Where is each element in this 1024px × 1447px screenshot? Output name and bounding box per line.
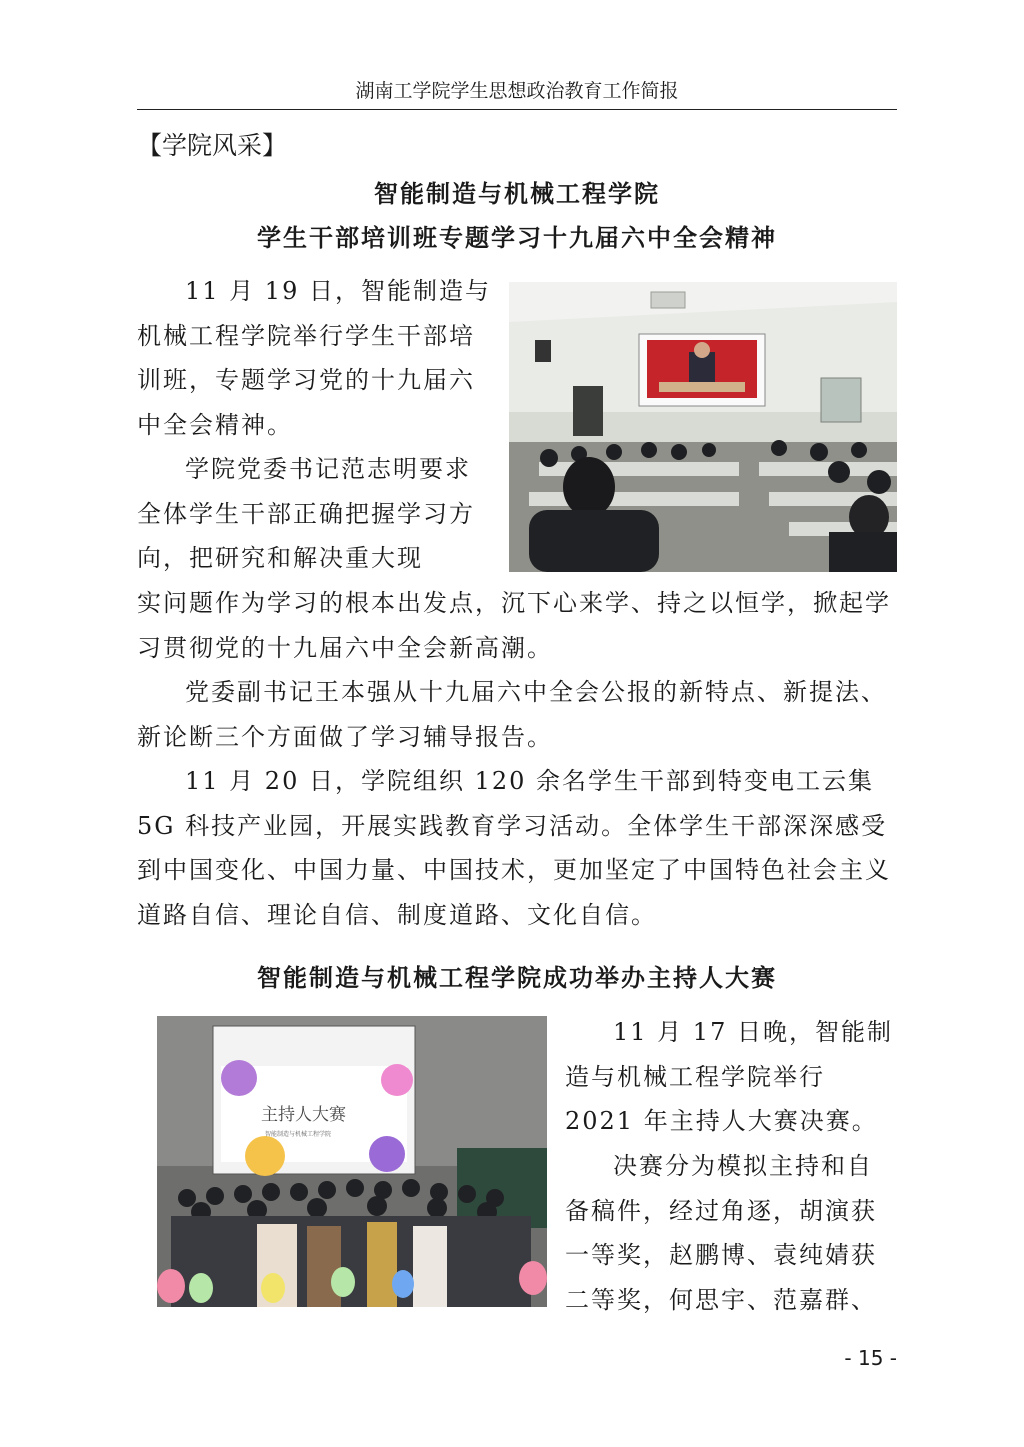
page-number: - 15 - — [844, 1346, 897, 1370]
article1-paragraph-4: 11 月 20 日，学院组织 120 余名学生干部到特变电工云集 5G 科技产业园，开展实践教育学习活动。全体学生干部深深感受到中国变化、中国力量、中国技术，更加坚定了中国特色社会主义道路自信、理论自信、制度道路、文化自信。 — [137, 767, 891, 929]
newsletter-header: 湖南工学院学生思想政治教育工作简报 — [137, 76, 897, 110]
article1-paragraph-3: 党委副书记王本强从十九届六中全会公报的新特点、新提法、新论断三个方面做了学习辅导报告。 — [137, 678, 887, 751]
article2-paragraph-1: 11 月 17 日晚，智能制造与机械工程学院举行 2021 年主持人大赛决赛。 — [565, 1018, 893, 1135]
article2-title: 智能制造与机械工程学院成功举办主持人大赛 — [257, 964, 777, 992]
classroom-lecture-photo — [509, 282, 897, 572]
screen-title-text: 主持人大赛 — [261, 1105, 346, 1125]
article1-paragraph-2-continued: 实问题作为学习的根本出发点，沉下心来学、持之以恒学，掀起学习贯彻党的十九届六中全会新高潮。 — [137, 589, 891, 662]
article1-paragraph-2-wrap: 学院党委书记范志明要求全体学生干部正确把握学习方向，把研究和解决重大现 — [137, 455, 475, 572]
article1-paragraph-1: 11 月 19 日，智能制造与机械工程学院举行学生干部培训班，专题学习党的十九届六中全会精神。 — [137, 277, 491, 439]
article2-paragraph-2: 决赛分为模拟主持和自备稿件，经过角逐，胡演获一等奖，赵鹏博、袁纯婧获二等奖，何思宇、范嘉群、 — [565, 1152, 877, 1314]
host-contest-group-photo — [157, 1016, 547, 1307]
screen-subtitle-text: 智能制造与机械工程学院 — [265, 1131, 332, 1138]
article1-title-line2: 学生干部培训班专题学习十九届六中全会精神 — [257, 224, 777, 252]
article1-title-line1: 智能制造与机械工程学院 — [374, 180, 660, 208]
section-label: 【学院风采】 — [137, 131, 288, 160]
